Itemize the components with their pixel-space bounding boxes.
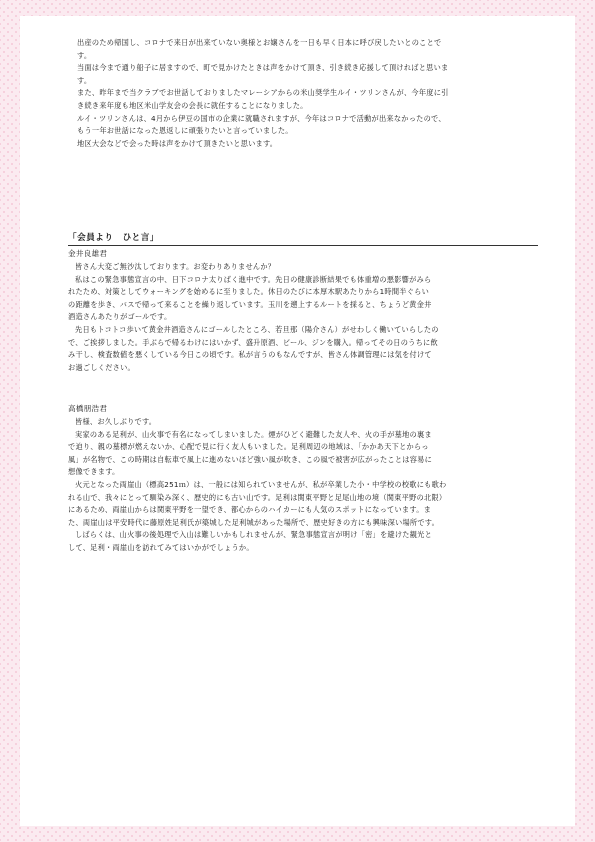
paragraph-line: れる山で、我々にとって馴染み深く、歴史的にも古い山です。足利は関東平野と足尾山地の境（関東平野の北限） [68,492,447,502]
paragraph-line: 想像できます。 [68,467,120,477]
paragraph-line: 火元となった両崖山（標高251ｍ）は、一般には知られていませんが、私が卒業した小・中学校の校歌にも歌わ [75,480,447,489]
paragraph-line: 皆様、お久しぶりです。 [75,417,157,426]
intro-line: また、昨年まで当クラブでお世話しておりましたマレーシアからの米山奨学生ルイ・ツリンさんが、今年度に引 [77,88,449,98]
member-name: 高橋朋浩君 [68,404,108,413]
paragraph-line: み干し、検査数値を悪くしている今日この頃です。私が言うのもなんですが、皆さん体調管理には気を付けて [68,350,432,360]
paragraph-line: 実家のある足利が、山火事で有名になってしまいました。煙がひどく避難した友人や、火の手が墓地の裏ま [75,429,432,439]
paragraph-line: にあるため、両崖山からは関東平野を一望でき、都心からのハイカーにも人気のスポットになっています。ま [68,505,432,515]
intro-line: 出産のため帰国し、コロナで来日が出来ていない奥様とお嬢さんを一日も早く日本に呼び戻したいとのことで [77,38,442,47]
intro-line: す。 [77,75,92,85]
paragraph-line: で、ご挨拶しました。手ぶらで帰るわけにはいかず、盛升原酒、ビール、ジンを購入。帰ってその日のうちに飲 [68,337,438,347]
page-sheet [20,16,575,826]
paragraph-line: 先日もトコトコ歩いて黄金井酒造さんにゴールしたところ、若旦那（陽介さん）がせわしく働いていらしたの [75,325,439,334]
intro-line: ルイ・ツリンさんは、4月から伊豆の国市の企業に就職されますが、今年はコロナで活動が出来なかったので、 [77,113,446,123]
paragraph-line: して、足利・両崖山を訪れてみてはいかがでしょうか。 [68,543,254,552]
paragraph-line: た、両崖山は平安時代に藤原姓足利氏が築城した足利城があった場所で、歴史好きの方にも興味深い場所です。 [68,517,440,527]
paragraph-line: しばらくは、山火事の後処理で入山は難しいかもしれませんが、緊急事態宣言が明け「密」を避けた観光と [75,530,433,540]
intro-line: 地区大会などで会った時は声をかけて頂きたいと思います。 [77,138,278,148]
paragraph-line: 私はこの緊急事態宣言の中、日下コロナ太りばく進中です。先日の健康診断結果でも体重増の悪影響がみら [75,274,432,284]
intro-line: き続き来年度も地区米山学友会の会長に就任することになりました。 [77,101,308,110]
paragraph-line: 皆さん大変ご無沙汰しております。お変わりありませんか？ [75,262,276,271]
paragraph-line: 酒造さんあたりがゴールです。 [68,312,172,322]
intro-line: す。 [77,50,92,60]
paragraph-line: お過ごしください。 [68,362,135,372]
member-name: 金井良雄君 [68,249,108,258]
intro-line: もう一年お世話になった恩返しに頑張りたいと言っていました。 [77,126,293,136]
paragraph-line: で迫り、親の墓標が燃えないか、心配で見に行く友人もいました。足利周辺の地域は、「かかあ天下とからっ [68,442,429,452]
intro-line: 当面は今まで通り船子に居ますので、町で見かけたときは声をかけて頂き、引き続き応援して頂ければと思いま [77,63,449,73]
section-heading: 「会員より ひと言」 [68,232,538,246]
paragraph-line: れたため、対策としてウォーキングを始めるに至りました。休日のたびに本厚木駅あたりから1時間半ぐらい [68,287,430,297]
paragraph-line: の距離を歩き、バスで帰って来ることを繰り返しています。玉川を遡上するルートを採ると、ちょうど黄金井 [68,299,432,309]
paragraph-line: 風」が名物で、この時期は自転車で風上に進めないほど強い風が吹き、この風で被害が広がったことは容易に [68,454,433,464]
